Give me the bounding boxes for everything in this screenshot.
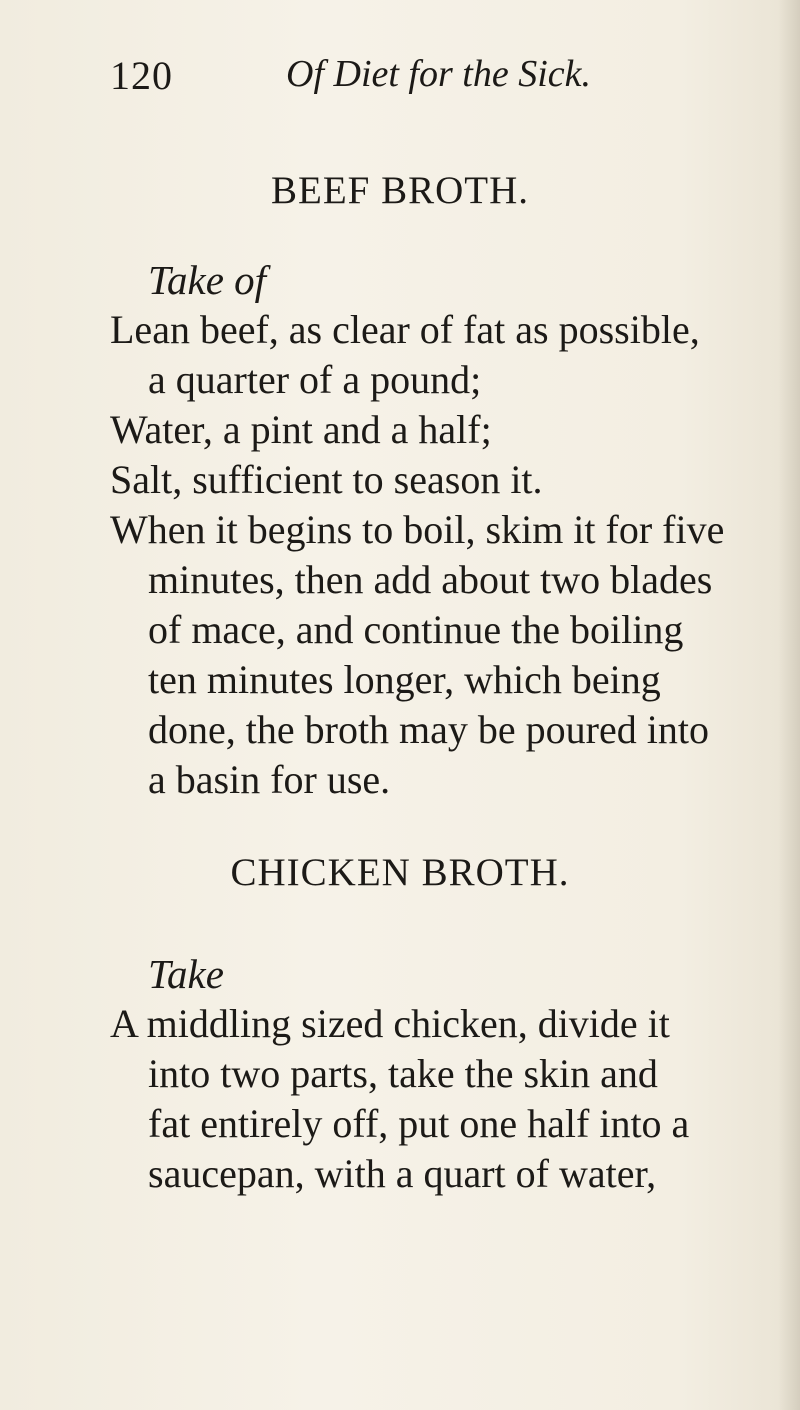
chicken-take-label: Take [148, 951, 224, 997]
chicken-line: A middling sized chicken, divide it [110, 1001, 670, 1046]
beef-line: When it begins to boil, skim it for five [110, 507, 725, 552]
chicken-line: saucepan, with a quart of water, [148, 1151, 657, 1196]
chicken-line: fat entirely off, put one half into a [148, 1101, 690, 1146]
running-title: Of Diet for the Sick. [286, 53, 591, 95]
chicken-line: into two parts, take the skin and [148, 1051, 658, 1096]
beef-line: Lean beef, as clear of fat as possible, [110, 307, 700, 352]
beef-line: Water, a pint and a half; [110, 407, 492, 452]
beef-line: of mace, and continue the boiling [148, 607, 684, 652]
page-header [110, 52, 750, 112]
beef-line: done, the broth may be poured into [148, 707, 709, 752]
beef-line: minutes, then add about two blades [148, 557, 713, 602]
beef-line: a quarter of a pound; [148, 357, 482, 402]
beef-take-label: Take of [148, 257, 267, 303]
beef-line: Salt, sufficient to season it. [110, 457, 543, 502]
beef-broth-heading: BEEF BROTH. [270, 169, 530, 212]
beef-line: ten minutes longer, which being [148, 657, 661, 702]
page-number: 120 [110, 53, 173, 98]
chicken-broth-heading: CHICKEN BROTH. [230, 851, 570, 894]
beef-line: a basin for use. [148, 757, 391, 802]
